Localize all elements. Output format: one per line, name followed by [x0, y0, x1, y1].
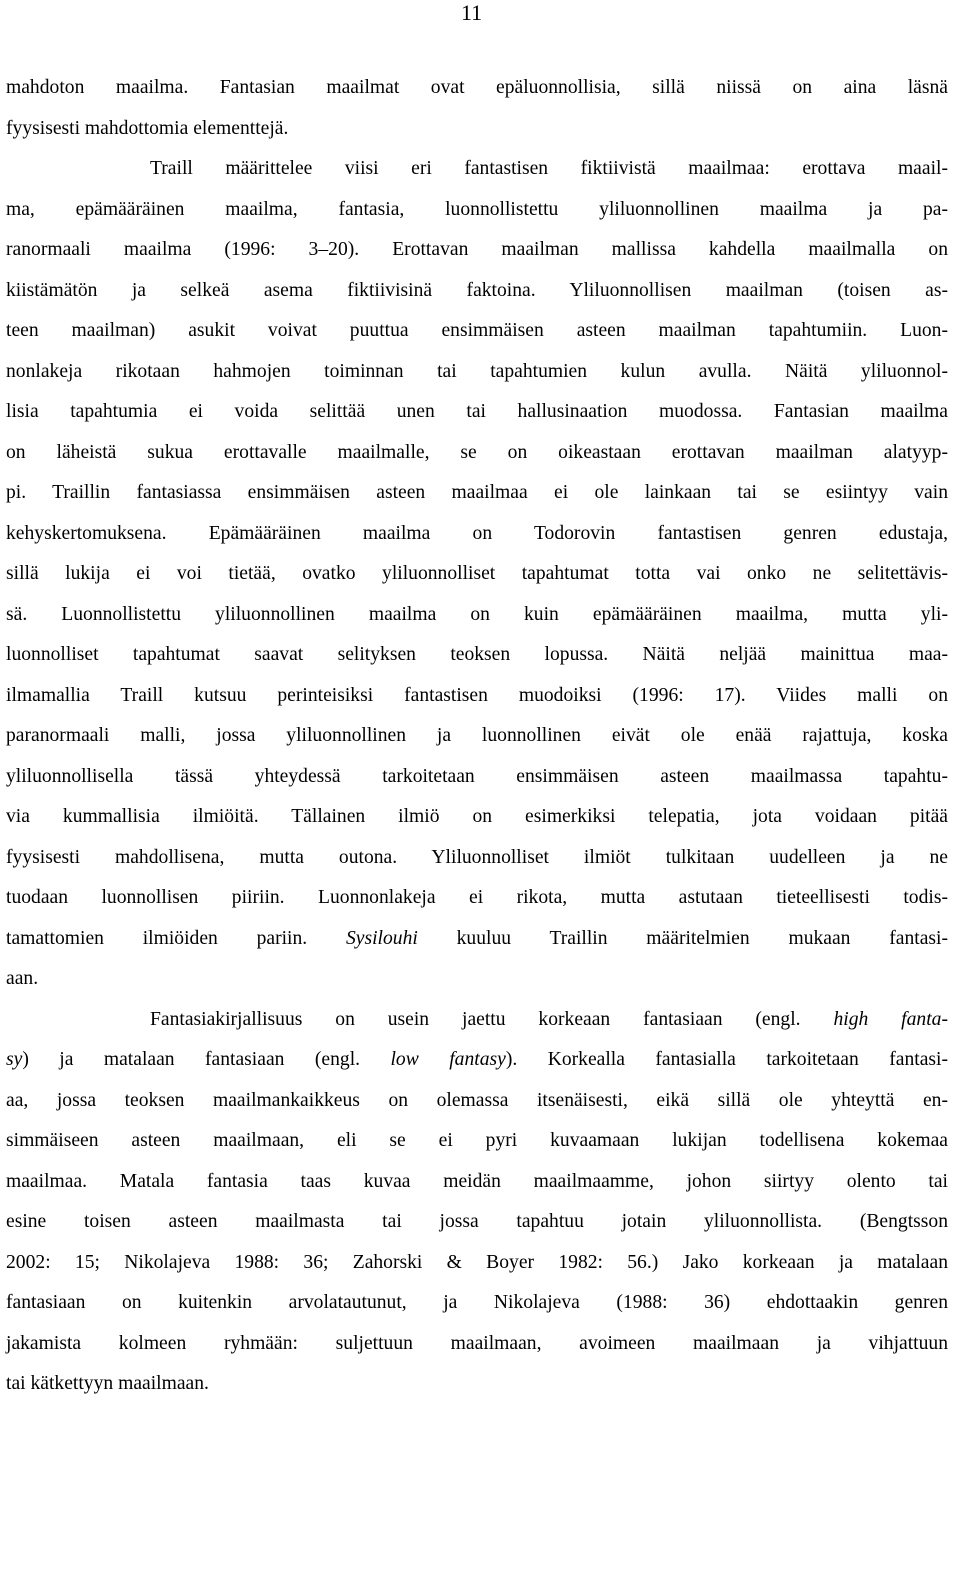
text-segment: kuuluu Traillin määritelmien mukaan fantasi-: [417, 927, 949, 949]
text-segment: ilmamallia Traill kutsuu perinteisiksi fantastisen muodoiksi (1996: 17). Viides malli on: [6, 684, 948, 706]
text-line: [6, 352, 948, 393]
text-segment: on läheistä sukua erottavalle maailmalle, se on oikeastaan erottavan maailman alatyyp-: [6, 441, 948, 463]
text-line: [6, 676, 948, 717]
text-segment: fantasiaan on kuitenkin arvolatautunut, ja Nikolajeva (1988: 36) ehdottaakin genren: [6, 1292, 948, 1313]
text-line: [6, 959, 948, 1000]
text-segment: kehyskertomuksena. Epämääräinen maailma on Todorovin fantastisen genren edustaja,: [6, 522, 948, 544]
italic-text: Sysilouhi: [345, 927, 418, 949]
text-segment: mahdoton maailma. Fantasian maailmat ovat epäluonnollisia, sillä niissä on aina läsnä: [6, 77, 948, 98]
text-segment: ma, epämääräinen maailma, fantasia, luonnollistettu yliluonnollinen maailma ja pa-: [6, 198, 948, 220]
text-line: [6, 392, 948, 433]
text-line: [6, 1243, 948, 1284]
text-line: [6, 230, 948, 271]
text-segment: yliluonnollisella tässä yhteydessä tarkoitetaan ensimmäisen asteen maailmassa tapahtu-: [6, 765, 948, 787]
text-line: [6, 1364, 948, 1405]
text-line: [6, 473, 948, 514]
text-segment: lisia tapahtumia ei voida selittää unen tai hallusinaation muodossa. Fantasian maailma: [6, 401, 948, 422]
text-segment: Traill määrittelee viisi eri fantastisen fiktiivistä maailmaa: erottava maail-: [150, 158, 948, 179]
text-line: [6, 311, 948, 352]
text-segment: pi. Traillin fantasiassa ensimmäisen asteen maailmaa ei ole lainkaan tai se esiintyy vain: [6, 482, 948, 503]
text-segment: luonnolliset tapahtumat saavat selityksen teoksen lopussa. Näitä neljää mainittua maa-: [6, 644, 948, 665]
text-line: [6, 1283, 948, 1324]
text-segment: tai kätkettyyn maailmaan.: [6, 1373, 209, 1394]
text-line: [6, 838, 948, 879]
text-segment: tuodaan luonnollisen piiriin. Luonnonlakeja ei rikota, mutta astutaan tieteellisesti todis-: [6, 887, 948, 908]
text-line: [6, 716, 948, 757]
text-segment: sillä lukija ei voi tietää, ovatko yliluonnolliset tapahtumat totta vai onko ne selitettävis-: [6, 563, 948, 584]
page-number: 11: [461, 0, 483, 25]
text-segment: fyysisesti mahdollisena, mutta outona. Yliluonnolliset ilmiöt tulkitaan uudelleen ja ne: [6, 846, 948, 868]
text-line: [6, 271, 948, 312]
text-line: [6, 1000, 948, 1041]
text-line: [6, 1081, 948, 1122]
text-segment: aa, jossa teoksen maailmankaikkeus on olemassa itsenäisesti, eikä sillä ole yhteyttä en-: [6, 1089, 948, 1111]
text-segment: sä. Luonnollistettu yliluonnollinen maailma on kuin epämääräinen maailma, mutta yli-: [6, 603, 948, 625]
text-segment: via kummallisia ilmiöitä. Tällainen ilmiö on esimerkiksi telepatia, jota voidaan pitää: [6, 806, 948, 827]
text-segment: maailmaa. Matala fantasia taas kuvaa meidän maailmaamme, johon siirtyy olento tai: [6, 1170, 948, 1192]
text-segment: nonlakeja rikotaan hahmojen toiminnan tai tapahtumien kulun avulla. Näitä yliluonnol-: [6, 360, 948, 382]
text-segment: simmäiseen asteen maailmaan, eli se ei pyri kuvaamaan lukijan todellisena kokemaa: [6, 1130, 948, 1151]
text-segment: esine toisen asteen maailmasta tai jossa tapahtuu jotain yliluonnollista. (Bengtsson: [6, 1211, 948, 1232]
text-segment: ranormaali maailma (1996: 3–20). Erottavan maailman mallissa kahdella maailmalla on: [6, 239, 948, 260]
text-line: [6, 149, 948, 190]
text-line: [6, 433, 948, 474]
text-segment: fyysisesti mahdottomia elementtejä.: [6, 117, 289, 139]
text-segment: Fantasiakirjallisuus on usein jaettu korkeaan fantasiaan (engl.: [150, 1008, 834, 1030]
text-line: [6, 1040, 948, 1081]
text-segment: aan.: [6, 968, 39, 989]
italic-text: high fanta-: [833, 1008, 948, 1030]
text-line: [6, 595, 948, 636]
text-segment: jakamista kolmeen ryhmään: suljettuun maailmaan, avoimeen maailmaan ja vihjattuun: [6, 1332, 948, 1354]
italic-text: sy: [6, 1049, 23, 1070]
text-segment: 2002: 15; Nikolajeva 1988: 36; Zahorski & Boyer 1982: 56.) Jako korkeaan ja matalaan: [6, 1251, 948, 1273]
body-text: [6, 68, 948, 1405]
text-line: [6, 757, 948, 798]
text-line: [6, 635, 948, 676]
text-line: [6, 190, 948, 231]
text-line: [6, 554, 948, 595]
text-line: [6, 1162, 948, 1203]
text-line: [6, 878, 948, 919]
text-segment: teen maailman) asukit voivat puuttua ensimmäisen asteen maailman tapahtumiin. Luon-: [6, 320, 948, 341]
text-segment: paranormaali malli, jossa yliluonnollinen ja luonnollinen eivät ole enää rajattuja, koska: [6, 725, 948, 746]
text-line: [6, 919, 948, 960]
text-segment: ) ja matalaan fantasiaan (engl.: [22, 1049, 391, 1070]
text-line: [6, 1202, 948, 1243]
text-line: [6, 109, 948, 150]
text-segment: kiistämätön ja selkeä asema fiktiivisinä faktoina. Yliluonnollisen maailman (toisen as-: [6, 279, 948, 301]
text-line: [6, 797, 948, 838]
text-segment: tamattomien ilmiöiden pariin.: [6, 927, 346, 949]
text-line: [6, 1324, 948, 1365]
text-line: [6, 514, 948, 555]
text-line: [6, 1121, 948, 1162]
italic-text: low fantasy: [390, 1049, 506, 1070]
text-segment: ). Korkealla fantasialla tarkoitetaan fantasi-: [505, 1049, 948, 1070]
text-line: [6, 68, 948, 109]
